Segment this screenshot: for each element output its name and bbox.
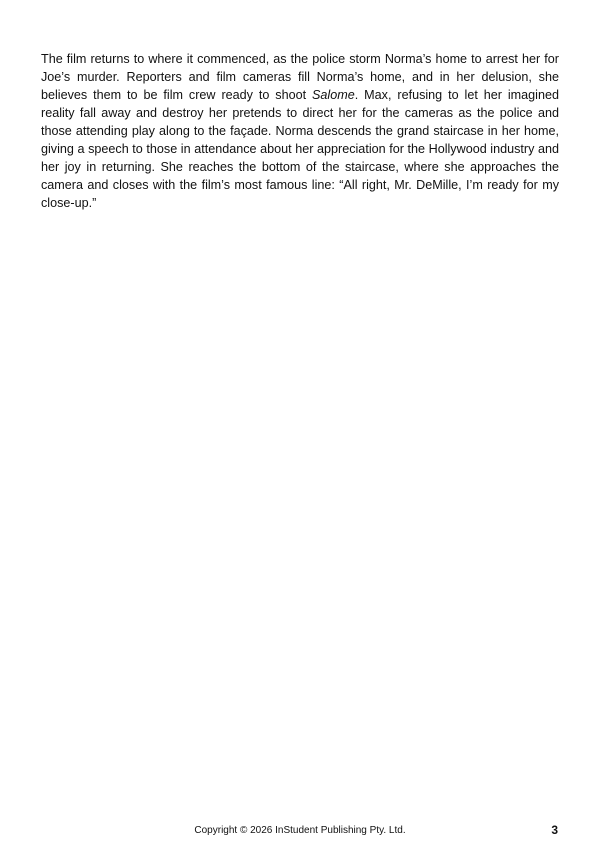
page-footer: [0, 824, 600, 840]
body-paragraph: [41, 50, 559, 212]
copyright-notice: Copyright © 2026 InStudent Publishing Pty. Ltd.: [194, 825, 406, 836]
page-number: 3: [551, 823, 558, 837]
film-title-salome: Salome: [312, 88, 355, 102]
paragraph-text-end: . Max, refusing to let her imagined reality fall away and destroy her pretends to direct her for the cameras as the police and those attending play along to the façade. Norma descends the grand staircase in her home, giving a speech to those in attendance about her appreciation for the Hollywood industry and her joy in returning. She reaches the bottom of the staircase, where she approaches the camera and closes with the film’s most famous line: “All right, Mr. DeMille, I’m ready for my close-up.”: [41, 88, 559, 210]
paragraph-text-start: The film returns to where it commenced, as the police storm Norma’s home to arrest her for Joe’s murder. Reporters and film cameras fill Norma’s home, and in her delusion, she believes them to be film crew ready to shoot: [41, 52, 559, 102]
